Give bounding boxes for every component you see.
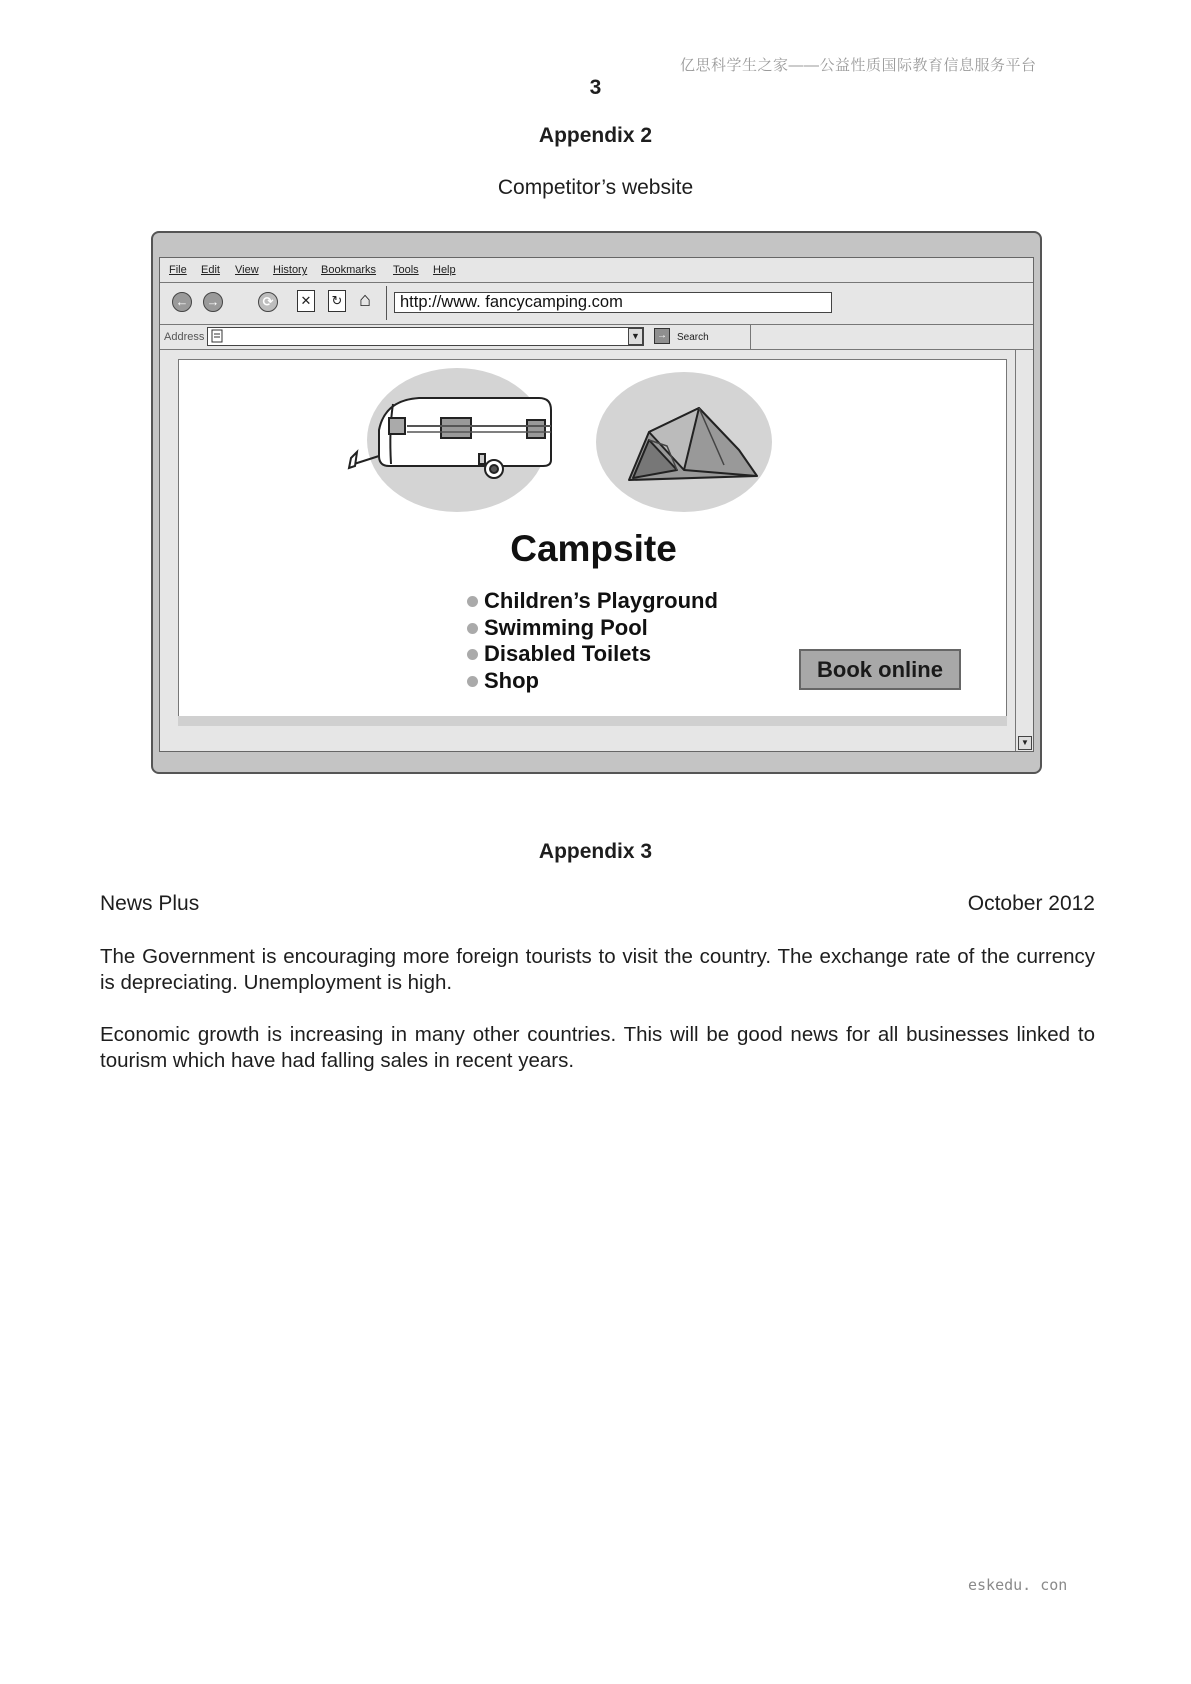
campsite-illustrations [179, 360, 1008, 530]
vertical-scrollbar[interactable] [1015, 349, 1033, 751]
menu-history[interactable]: History [273, 264, 308, 276]
menu-view[interactable]: View [235, 264, 259, 276]
search-button[interactable]: Search [677, 332, 709, 343]
menu-file[interactable]: File [169, 264, 187, 276]
address-bar [160, 324, 1033, 350]
news-paragraph-2: Economic growth is increasing in many other countries. This will be good news for all businesses linked to tourism which have had falling sales in recent years. [100, 1023, 1095, 1072]
appendix-2-title: Appendix 2 [538, 124, 653, 147]
news-source: News Plus [100, 892, 200, 915]
menu-help[interactable]: Help [433, 264, 456, 276]
header-watermark: 亿思科学生之家——公益性质国际教育信息服务平台 [680, 57, 1037, 74]
feature-item: Swimming Pool [467, 615, 718, 642]
content-bottom-strip [178, 716, 1007, 726]
stop-icon[interactable]: ✕ [297, 290, 315, 312]
scroll-down-icon[interactable]: ▼ [1018, 736, 1032, 750]
book-online-button[interactable]: Book online [799, 649, 961, 690]
campsite-features [467, 588, 718, 694]
address-label: Address [164, 331, 205, 343]
feature-item: Children’s Playground [467, 588, 718, 615]
footer-watermark: eskedu. con [968, 1576, 1068, 1594]
address-input[interactable] [207, 327, 644, 346]
appendix-2-caption: Competitor’s website [497, 176, 694, 199]
reload-page-icon[interactable]: ↻ [328, 290, 346, 312]
refresh-globe-icon[interactable]: ⟳ [258, 292, 278, 312]
news-paragraph-1: The Government is encouraging more foreign tourists to visit the country. The exchange rate of the currency is depreciating. Unemployment is high. [100, 945, 1095, 994]
go-arrow-icon[interactable]: → [654, 328, 670, 344]
menu-bookmarks[interactable]: Bookmarks [321, 264, 377, 276]
page-icon [210, 329, 224, 343]
menu-edit[interactable]: Edit [201, 264, 220, 276]
url-input[interactable]: http://www. fancycamping.com [394, 292, 832, 313]
browser-menubar [160, 258, 1033, 283]
browser-frame [159, 257, 1034, 752]
address-divider [750, 324, 751, 349]
forward-arrow-icon[interactable]: → [203, 292, 223, 312]
chevron-down-icon[interactable]: ▼ [628, 328, 643, 345]
appendix-3-title: Appendix 3 [538, 840, 653, 863]
web-page-content [178, 359, 1007, 725]
toolbar-separator [386, 286, 387, 320]
back-arrow-icon[interactable]: ← [172, 292, 192, 312]
feature-item: Disabled Toilets [467, 641, 718, 668]
home-icon[interactable]: ⌂ [358, 289, 372, 311]
menu-tools[interactable]: Tools [393, 264, 419, 276]
browser-toolbar [160, 282, 1033, 325]
page-number: 3 [589, 76, 602, 99]
news-date: October 2012 [967, 892, 1095, 915]
browser-window-illustration [151, 231, 1042, 774]
feature-item: Shop [467, 668, 718, 695]
campsite-title: Campsite [510, 528, 677, 569]
